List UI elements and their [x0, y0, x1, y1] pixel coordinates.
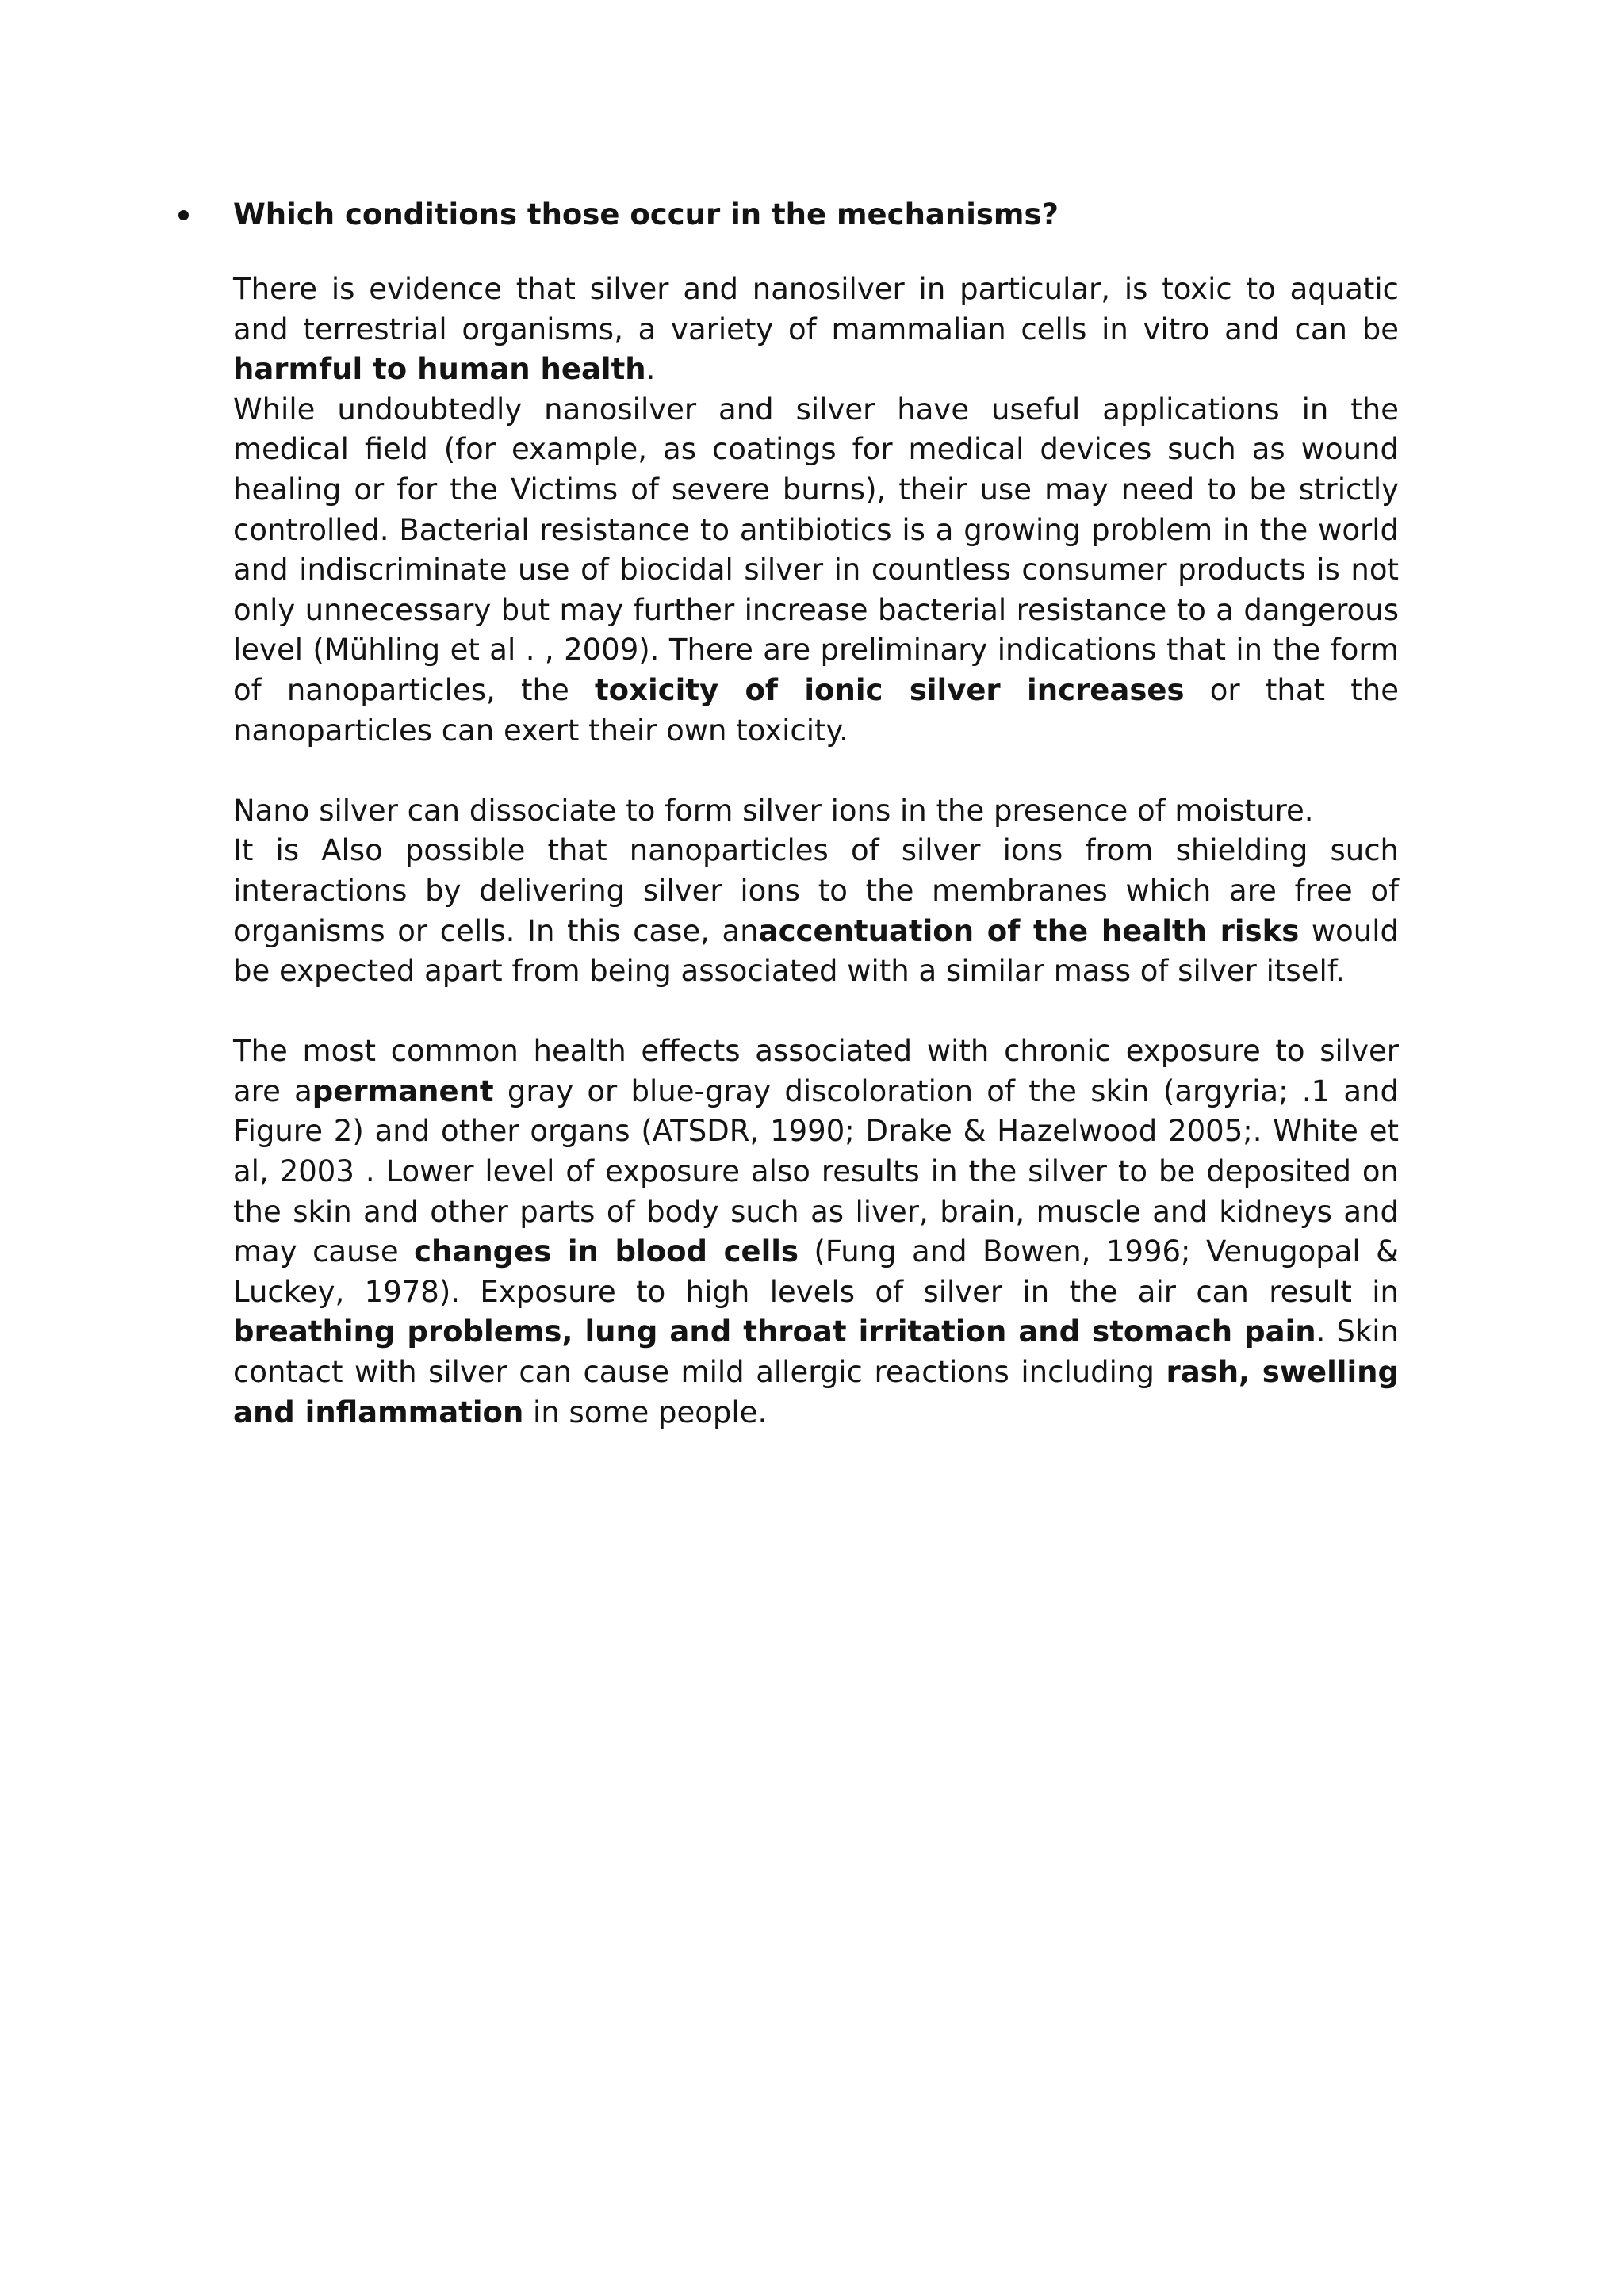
- bold-phrase: accentuation of the health risks: [758, 913, 1300, 948]
- bold-phrase: permanent: [312, 1073, 494, 1108]
- document-body: [233, 270, 1399, 1433]
- section-heading: Which conditions those occur in the mechanisms?: [233, 197, 1059, 232]
- paragraph-text: . Skin contact with silver can cause mild allergic reactions including: [233, 1314, 1399, 1390]
- paragraph-text: The most common health effects associated with chronic exposure to silver are a: [233, 1034, 1399, 1108]
- paragraph-text: would be expected apart from being associated with a similar mass of silver itself.: [233, 913, 1399, 989]
- paragraph-text: in some people.: [523, 1395, 768, 1429]
- bullet-heading: [178, 194, 1415, 235]
- bold-phrase: rash, swelling and inflammation: [233, 1355, 1399, 1429]
- bold-phrase: toxicity of ionic silver increases: [595, 672, 1185, 707]
- paragraph-toxicity-evidence: [233, 270, 1399, 390]
- bold-phrase: changes in blood cells: [414, 1234, 799, 1269]
- bold-phrase: harmful to human health: [233, 352, 646, 387]
- paragraph-gap: [233, 751, 1399, 791]
- paragraph-text: .: [645, 352, 656, 387]
- bold-phrase: breathing problems, lung and throat irritation and stomach pain: [233, 1314, 1316, 1349]
- paragraph-health-effects: [233, 1031, 1399, 1433]
- paragraph-text: It is Also possible that nanoparticles of silver ions from shielding such interactions by delivering silver ions to the membranes which are free of organisms or cells. In this case, an: [233, 833, 1399, 948]
- paragraph-gap: [233, 992, 1399, 1032]
- paragraph-text: (Fung and Bowen, 1996; Venugopal & Luckey, 1978). Exposure to high levels of silver in the air can result in: [233, 1234, 1399, 1309]
- paragraph-shielding: [233, 831, 1399, 991]
- paragraph-text: There is evidence that silver and nanosilver in particular, is toxic to aquatic and terrestrial organisms, a variety of mammalian cells in vitro and can be: [233, 272, 1399, 346]
- bullet-icon: [178, 210, 189, 220]
- paragraph-text: While undoubtedly nanosilver and silver have useful applications in the medical field (for example, as coatings for medical devices such as wound healing or for the Victims of severe burns), their use may need to be strictly controlled. Bacterial resistance to antibiotics is a growing problem in the world and indiscriminate use of biocidal silver in countless consumer products is not only unnecessary but may further increase bacterial resistance to a dangerous level (Mühling et al . , 2009). There are preliminary indications that in the form of nanoparticles, the: [233, 392, 1399, 707]
- paragraph-text: gray or blue-gray discoloration of the skin (argyria; .1 and Figure 2) and other organs (ATSDR, 1990; Drake & Hazelwood 2005;. White et al, 2003 . Lower level of exposure also results in the silver to be deposited on the skin and other parts of body such as liver, brain, muscle and kidneys and may cause: [233, 1073, 1399, 1269]
- paragraph-dissociation: Nano silver can dissociate to form silver ions in the presence of moisture.: [233, 793, 1314, 828]
- paragraph-text: or that the nanoparticles can exert their own toxicity.: [233, 672, 1399, 748]
- paragraph-medical-applications: [233, 390, 1399, 751]
